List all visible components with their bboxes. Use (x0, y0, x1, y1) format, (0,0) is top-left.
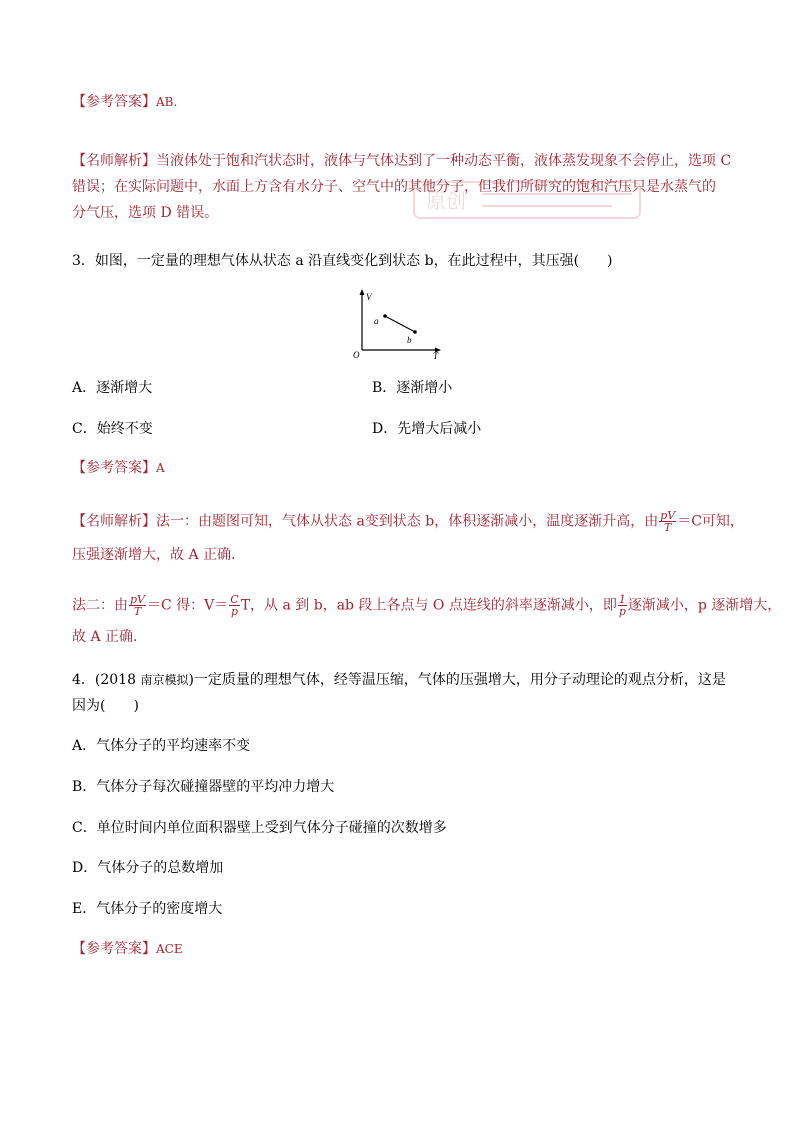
analysis-text: 逐渐减小，p 逐渐增大， (627, 597, 782, 614)
analysis-text: T，从 a 到 b，ab 段上各点与 O 点连线的斜率逐渐减小，即 (240, 597, 617, 614)
point-a-label: a (374, 316, 379, 326)
q3-analysis-line-1 (72, 510, 744, 533)
q3-option-b: B．逐渐增小 (372, 380, 453, 396)
answer-value: ACE (156, 942, 183, 956)
v-axis-label: V (366, 292, 372, 302)
answer-value: AB. (156, 95, 178, 109)
q4-option-c: C．单位时间内单位面积器壁上受到气体分子碰撞的次数增多 (72, 820, 447, 836)
fraction-pv-over-t: $\frac{pV}{T}$ (660, 509, 676, 534)
q3-method2-line-2: 故 A 正确. (72, 629, 138, 645)
fraction-1-over-p: $\frac{1}{p}$ (618, 593, 626, 618)
analysis-tag: 【名师解析】 (72, 513, 156, 530)
q3-option-d: D．先增大后减小 (372, 421, 482, 437)
fraction-c-over-p: $\frac{C}{p}$ (230, 593, 239, 618)
q4-option-a: A．气体分子的平均速率不变 (72, 738, 251, 754)
q4-answer-line (72, 939, 183, 959)
q4-option-e: E．气体分子的密度增大 (72, 901, 223, 917)
answer-tag: 【参考答案】 (72, 94, 156, 110)
t-axis-label: T (433, 351, 439, 360)
analysis-text: 法一：由题图可知，气体从状态 a变到状态 b，体积逐渐减小，温度逐渐升高，由 (156, 513, 659, 530)
answer-tag: 【参考答案】 (72, 460, 156, 476)
analysis-line-3: 分气压，选项 D 错误。 (72, 205, 219, 221)
question-source: 南京模拟 (140, 673, 189, 687)
point-a (383, 314, 387, 318)
question-4-stem-line-2: 因为( ) (72, 698, 139, 714)
fraction-pv-over-t: $\frac{pV}{T}$ (130, 593, 145, 618)
question-4-stem-line-1 (72, 670, 726, 690)
analysis-text: 法二：由 (72, 597, 128, 614)
origin-label: O (353, 350, 360, 360)
analysis-text: ＝C 得：V＝ (147, 597, 229, 614)
question-number: 4．(2018 (72, 672, 141, 688)
answer-value: A (156, 461, 165, 475)
process-line-ab (385, 316, 415, 332)
analysis-text: ＝C可知， (677, 513, 744, 530)
analysis-line-2: 错误；在实际问题中，水面上方含有水分子、空气中的其他分子，但我们所研究的饱和汽压只是水蒸气的 (72, 179, 716, 195)
point-b (413, 330, 417, 334)
q3-option-c: C．始终不变 (72, 421, 153, 437)
q3-option-a: A．逐渐增大 (72, 380, 153, 396)
question-text: )一定质量的理想气体，经等温压缩，气体的压强增大，用分子动理论的观点分析，这是 (188, 672, 726, 688)
question-3-stem: 3．如图，一定量的理想气体从状态 a 沿直线变化到状态 b，在此过程中，其压强( ) (72, 253, 613, 269)
v-axis-arrow-icon (360, 289, 365, 295)
q4-option-d: D．气体分子的总数增加 (72, 860, 224, 876)
answer-tag: 【参考答案】 (72, 941, 156, 957)
q3-answer-line (72, 458, 165, 478)
answer-line-1 (72, 92, 177, 112)
q3-analysis-line-2: 压强逐渐增大，故 A 正确. (72, 547, 236, 563)
analysis-line-1 (72, 151, 731, 171)
v-t-graph (340, 286, 450, 360)
q3-method2-line-1 (72, 594, 781, 617)
q4-option-b: B．气体分子每次碰撞器壁的平均冲力增大 (72, 779, 335, 795)
point-b-label: b (407, 335, 412, 345)
analysis-tag: 【名师解析】 (72, 153, 156, 169)
watermark-text: 原创 (426, 189, 466, 213)
analysis-text: 当液体处于饱和汽状态时，液体与气体达到了一种动态平衡，液体蒸发现象不会停止，选项 C (156, 153, 732, 169)
watermark-logo (412, 176, 642, 224)
